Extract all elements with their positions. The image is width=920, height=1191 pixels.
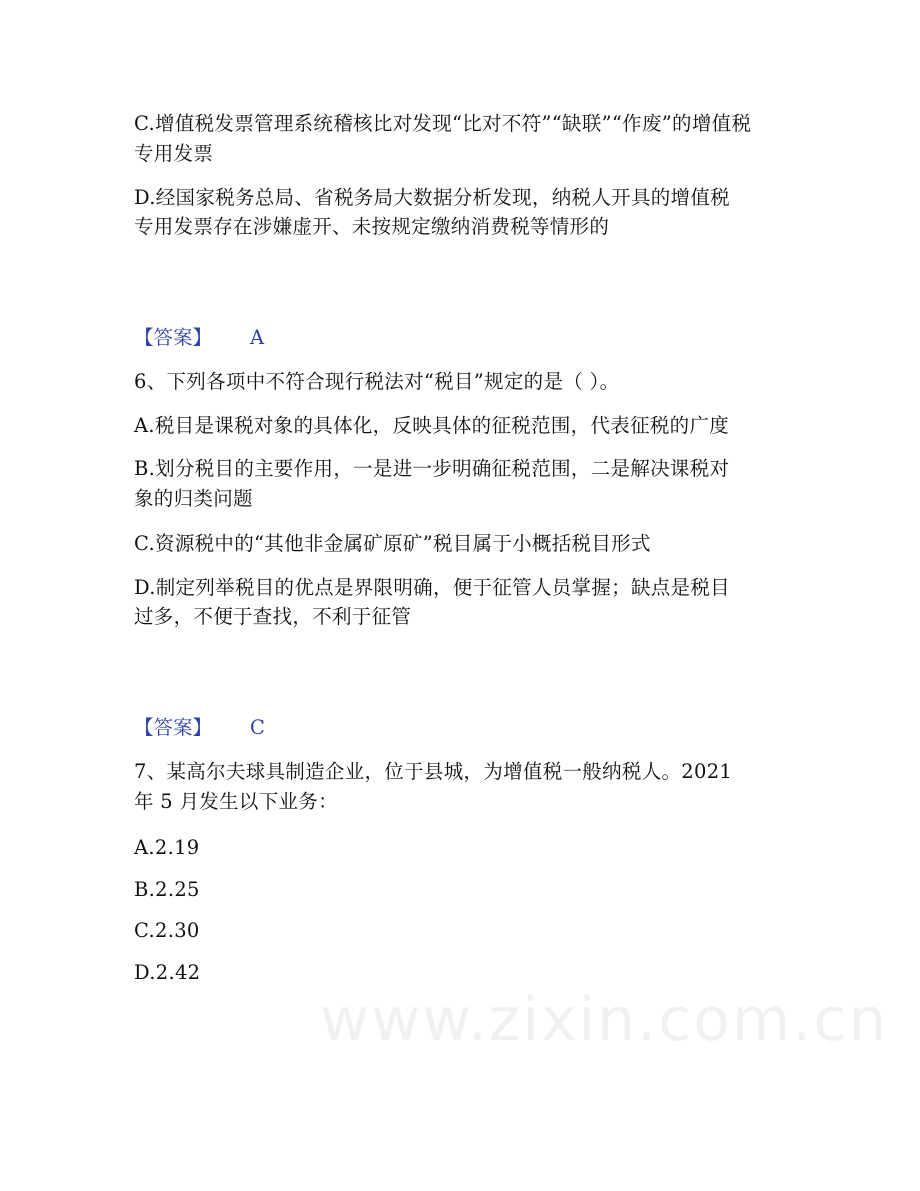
- q7-option-d: D.2.42: [134, 961, 201, 984]
- q5-option-c-line2: 专用发票: [134, 142, 214, 165]
- answer-value-2: C: [250, 716, 265, 739]
- q7-stem-line2: 年 5 月发生以下业务：: [134, 790, 338, 813]
- q6-option-d-line2: 过多，不便于查找，不利于征管: [134, 605, 412, 628]
- watermark: www.zixin.com.cn: [320, 985, 889, 1055]
- answer-label-1: 【答案】: [134, 326, 213, 349]
- q6-option-d-line1: D.制定列举税目的优点是界限明确，便于征管人员掌握；缺点是税目: [134, 576, 730, 599]
- q7-stem-line1: 7、某高尔夫球具制造企业，位于县城，为增值税一般纳税人。2021: [134, 760, 733, 783]
- q6-option-b-line1: B.划分税目的主要作用，一是进一步明确征税范围，二是解决课税对: [134, 457, 730, 480]
- q7-option-a: A.2.19: [134, 836, 200, 859]
- q6-stem: 6、下列各项中不符合现行税法对“税目”规定的是（ ）。: [134, 370, 620, 393]
- q6-option-a: A.税目是课税对象的具体化，反映具体的征税范围，代表征税的广度: [134, 414, 730, 437]
- q7-option-b: B.2.25: [134, 878, 200, 901]
- answer-value-1: A: [250, 326, 265, 349]
- q7-option-c: C.2.30: [134, 919, 200, 942]
- q6-option-b-line2: 象的归类问题: [134, 487, 253, 510]
- answer-label-2: 【答案】: [134, 716, 213, 739]
- q6-option-c: C.资源税中的“其他非金属矿原矿”税目属于小概括税目形式: [134, 532, 651, 555]
- q5-option-d-line2: 专用发票存在涉嫌虚开、未按规定缴纳消费税等情形的: [134, 215, 610, 238]
- q5-option-c-line1: C.增值税发票管理系统稽核比对发现“比对不符”“缺联”“作废”的增值税: [134, 112, 752, 135]
- q5-option-d-line1: D.经国家税务总局、省税务局大数据分析发现，纳税人开具的增值税: [134, 186, 730, 209]
